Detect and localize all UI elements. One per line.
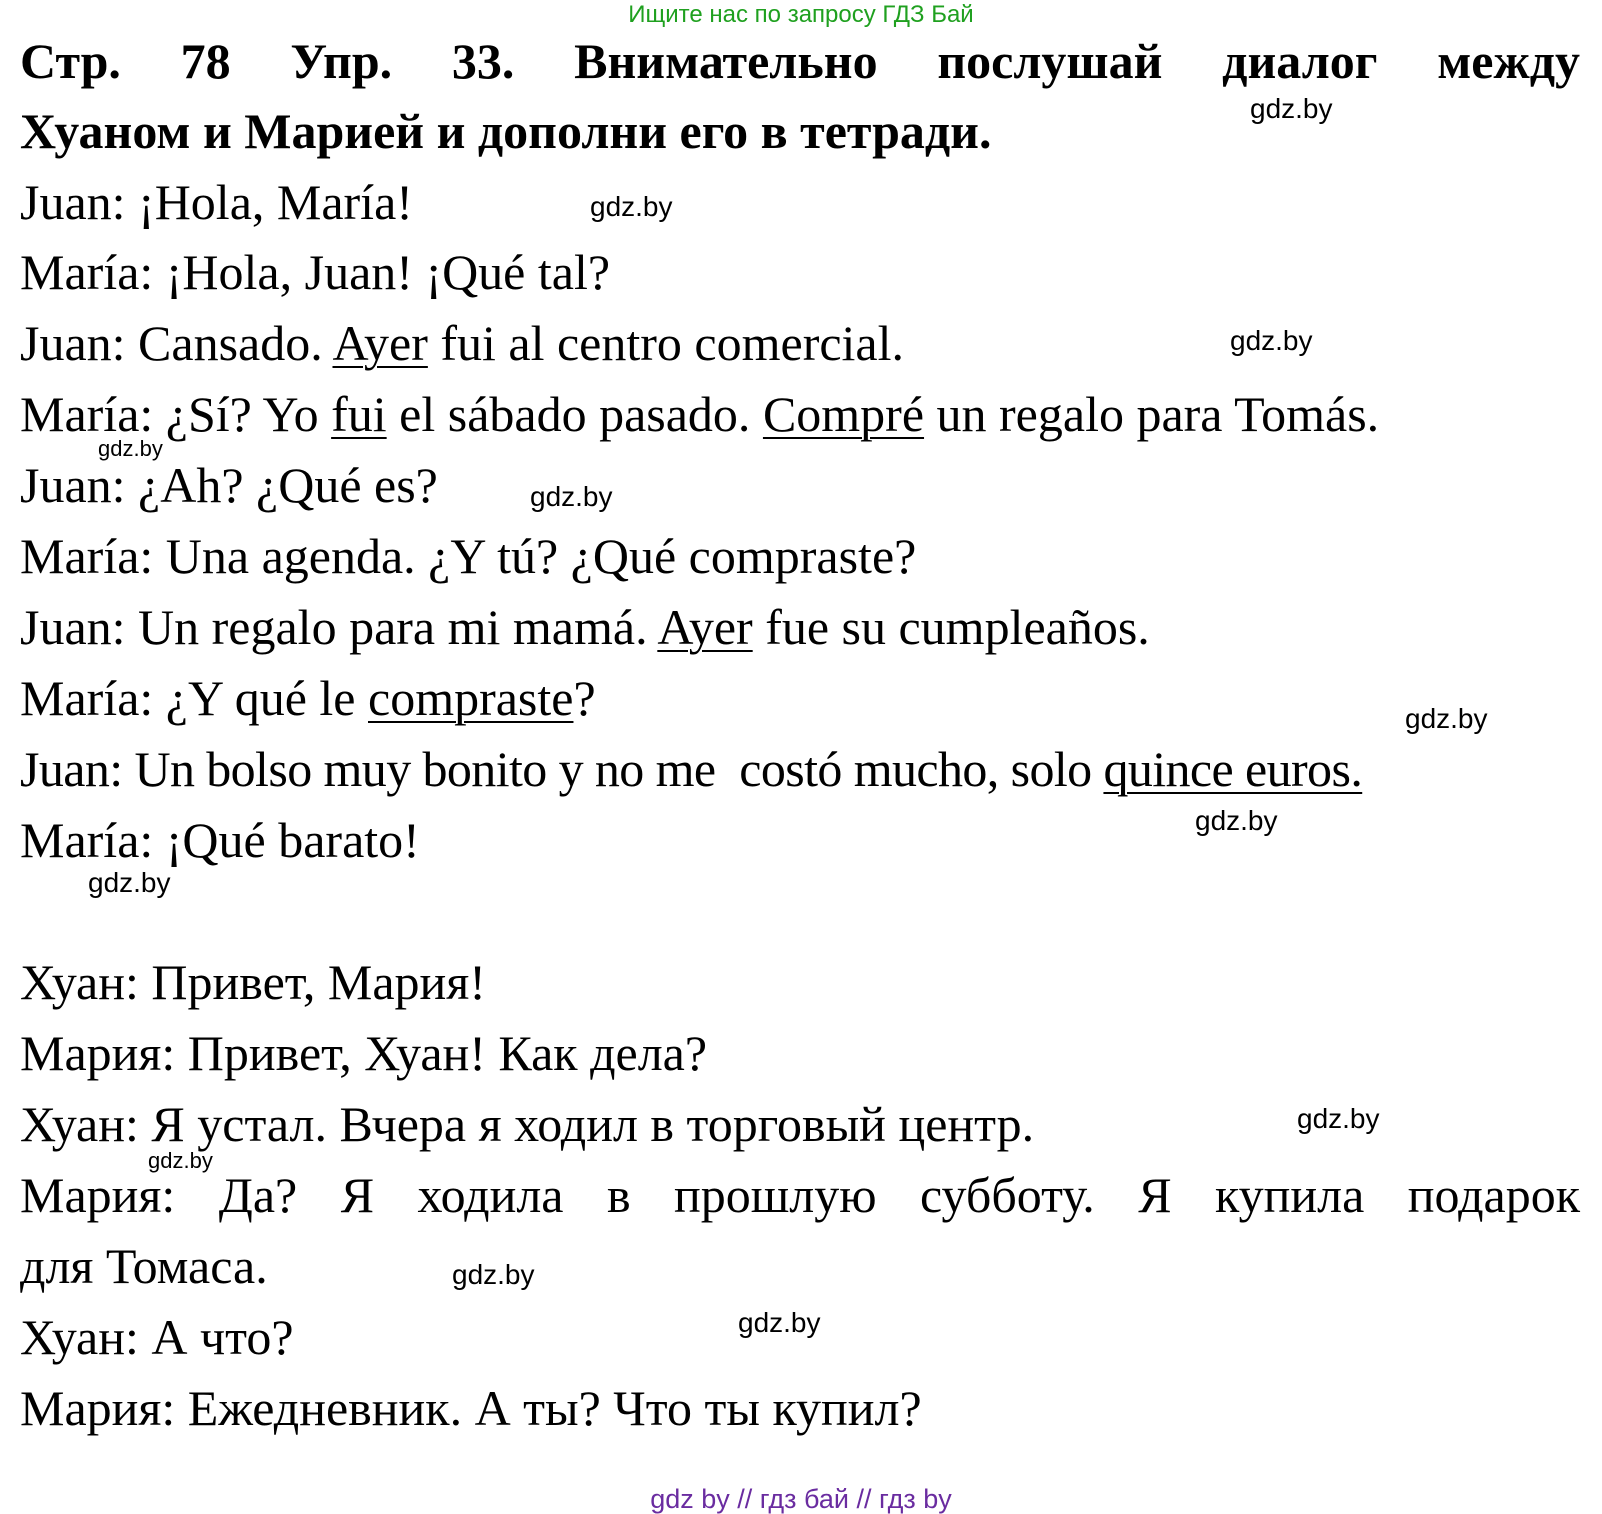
- dialog-ru-line-5: Хуан: А что?: [20, 1309, 294, 1365]
- text-segment: un regalo para Tomás.: [924, 386, 1380, 442]
- dialog-es-line-5: Juan: ¿Ah? ¿Qué es?: [20, 457, 438, 513]
- watermark: gdz.by: [1230, 325, 1313, 356]
- site-banner: Ищите нас по запросу ГДЗ Бай: [628, 1, 974, 28]
- text-segment: fue su cumpleaños.: [752, 599, 1150, 655]
- underlined-answer: quince euros.: [1103, 741, 1363, 797]
- watermark: gdz.by: [590, 191, 673, 222]
- underlined-answer: compraste: [368, 670, 574, 726]
- dialog-es-line-9: [20, 739, 1362, 799]
- dialog-es-line-10: María: ¡Qué barato!: [20, 812, 420, 868]
- watermark: gdz.by: [1195, 805, 1278, 836]
- dialog-ru-line-3: Хуан: Я устал. Вчера я ходил в торговый центр.: [20, 1096, 1035, 1152]
- dialog-ru-line-6: Мария: Ежедневник. А ты? Что ты купил?: [20, 1380, 922, 1436]
- text-segment: María: ¿Y qué le: [20, 670, 368, 726]
- dialog-es-line-2: María: ¡Hola, Juan! ¡Qué tal?: [20, 244, 611, 300]
- watermark: gdz.by: [1250, 93, 1333, 124]
- watermark: gdz.by: [452, 1259, 535, 1290]
- text-segment: Juan: Un regalo para mi mamá.: [20, 599, 658, 655]
- watermark: gdz.by: [88, 867, 171, 898]
- footer-watermark: gdz by // гдз бай // гдз by: [650, 1484, 952, 1514]
- dialog-es-line-8: [20, 668, 596, 728]
- watermark: gdz.by: [530, 481, 613, 512]
- watermark: gdz.by: [1297, 1103, 1380, 1134]
- dialog-es-line-4: [20, 384, 1379, 444]
- dialog-ru-line-4-continuation: для Томаса.: [20, 1238, 268, 1294]
- task-title-line-2: Хуаном и Марией и дополни его в тетради.: [20, 103, 992, 159]
- underlined-answer: fui: [331, 386, 387, 442]
- text-segment: ?: [573, 670, 596, 726]
- text-segment: Juan: Un bolso muy bonito y no me costó mucho, solo: [20, 741, 1104, 797]
- watermark: gdz.by: [98, 436, 163, 461]
- dialog-es-line-1: Juan: ¡Hola, María!: [20, 174, 413, 230]
- underlined-answer: Ayer: [332, 315, 428, 371]
- dialog-es-line-7: [20, 597, 1150, 657]
- dialog-ru-line-4: Мария: Да? Я ходила в прошлую субботу. Я купила подарок: [20, 1167, 1580, 1223]
- watermark: gdz.by: [1405, 703, 1488, 734]
- underlined-answer: Compré: [762, 386, 925, 442]
- text-segment: el sábado pasado.: [386, 386, 763, 442]
- watermark: gdz.by: [738, 1307, 821, 1338]
- underlined-answer: Ayer: [657, 599, 753, 655]
- text-segment: María: ¿Sí? Yo: [20, 386, 332, 442]
- watermark: gdz.by: [148, 1148, 213, 1173]
- text-segment: fui al centro comercial.: [427, 315, 905, 371]
- dialog-es-line-6: María: Una agenda. ¿Y tú? ¿Qué compraste?: [20, 528, 917, 584]
- dialog-es-line-3: [20, 313, 904, 373]
- dialog-ru-line-1: Хуан: Привет, Мария!: [20, 954, 486, 1010]
- dialog-ru-line-2: Мария: Привет, Хуан! Как дела?: [20, 1025, 708, 1081]
- text-segment: Juan: Cansado.: [20, 315, 333, 371]
- task-title-line-1: Стр. 78 Упр. 33. Внимательно послушай диалог между: [20, 33, 1580, 89]
